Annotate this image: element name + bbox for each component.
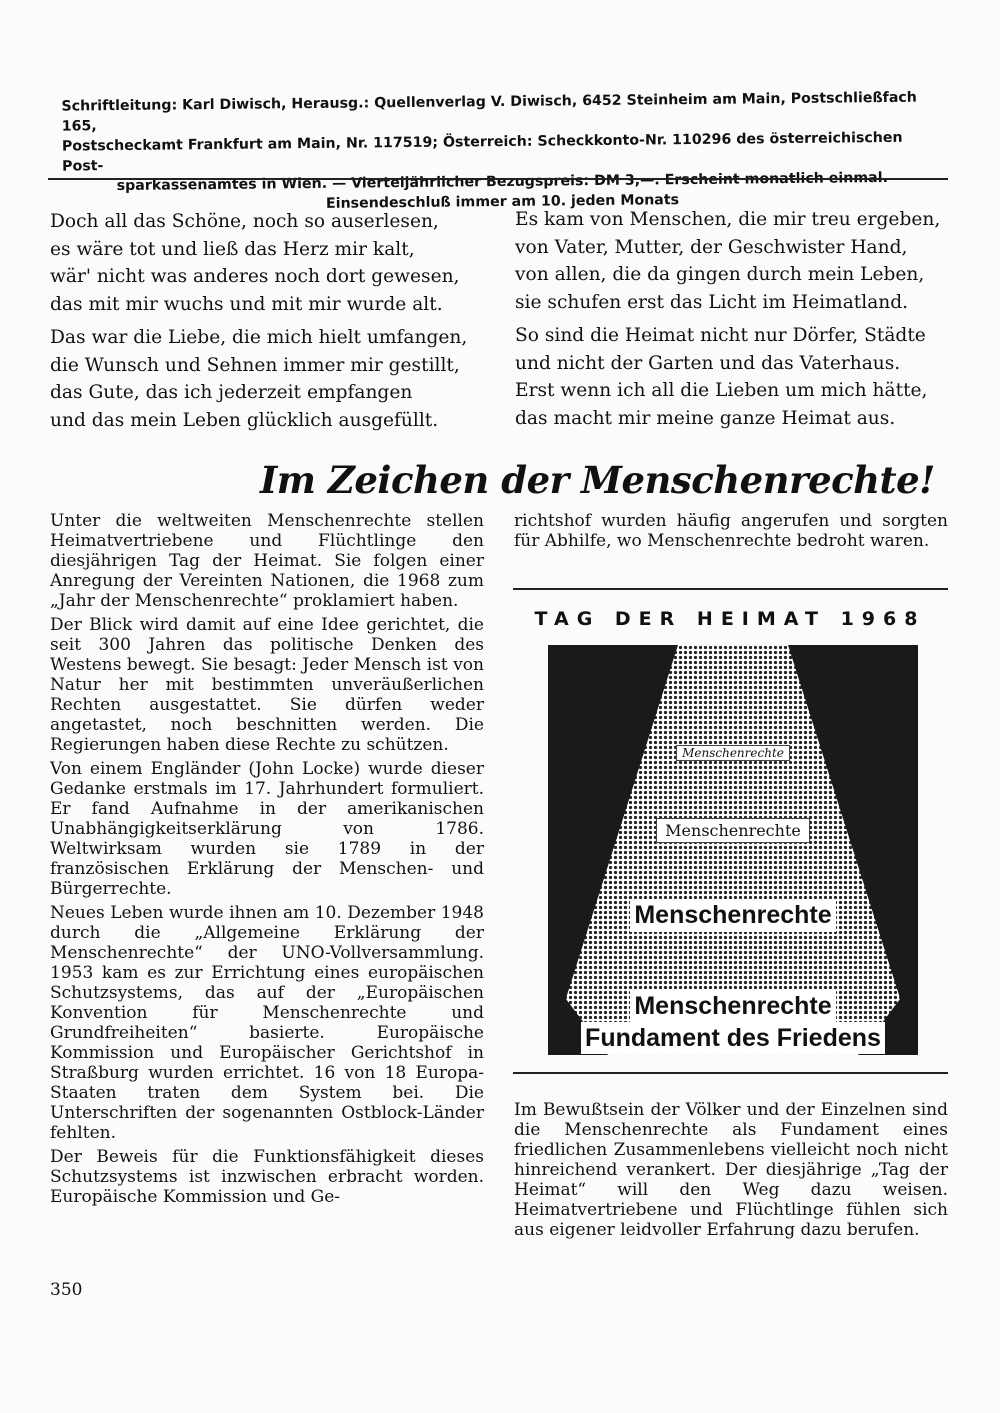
poster-top-rule bbox=[513, 588, 948, 590]
masthead-line-3: sparkassenamtes in Wien. — Vierteljährlicher Bezugspreis: DM 3,—. Erscheint monatlich einmal. bbox=[116, 169, 889, 195]
article-paragraph: Der Beweis für die Funktionsfähigkeit dieses Schutzsystems ist inzwischen erbracht worden. Europäische Kommission und Ge- bbox=[50, 1147, 484, 1207]
poem-line: wär' nicht was anderes noch dort gewesen, bbox=[50, 266, 460, 287]
poem-line: das mit mir wuchs und mit mir wurde alt. bbox=[50, 293, 443, 315]
poem-line: Erst wenn ich all die Lieben um mich hätte, bbox=[515, 380, 928, 401]
article-paragraph: Im Bewußtsein der Völker und der Einzelnen sind die Menschenrechte als Fundament eines friedlichen Zusammenlebens vielleicht noch nicht hinreichend verankert. Der diesjährige „Tag der Heimat“ will den Weg dazu weisen. Heimatvertriebene und Flüchtlinge fühlen sich aus eigener leidvoller Erfahrung dazu berufen. bbox=[514, 1100, 948, 1240]
poem-line: das Gute, das ich jederzeit empfangen bbox=[50, 382, 413, 403]
masthead-line-2: Postscheckamt Frankfurt am Main, Nr. 117519; Österreich: Scheckkonto-Nr. 110296 des österreichischen Post- bbox=[61, 129, 903, 175]
poem-stanza bbox=[50, 324, 500, 434]
poster-text-bold: Menschenrechte bbox=[548, 899, 918, 932]
poem-line: sie schufen erst das Licht im Heimatland. bbox=[515, 291, 909, 313]
poem-right-column bbox=[515, 206, 965, 438]
article-headline: Im Zeichen der Menschenrechte! bbox=[260, 458, 935, 502]
poem-line: Das war die Liebe, die mich hielt umfangen, bbox=[50, 327, 468, 348]
article-right-top bbox=[514, 511, 948, 555]
article-paragraph: Unter die weltweiten Menschenrechte stellen Heimatvertriebene und Flüchtlinge den diesjährigen Tag der Heimat. Sie folgen einer Anregung der Vereinten Nationen, die 1968 zum „Jahr der Menschenrechte“ proklamiert haben. bbox=[50, 511, 484, 611]
poem-line: das macht mir meine ganze Heimat aus. bbox=[515, 407, 896, 429]
article-paragraph: Von einem Engländer (John Locke) wurde dieser Gedanke erstmals im 17. Jahrhundert formuliert. Er fand Aufnahme in der amerikanischen Unabhängigkeitserklärung von 1786. Weltwirksam wurden sie 1789 in der französischen Erklärung der Menschen- und Bürgerrechte. bbox=[50, 759, 484, 899]
page-number: 350 bbox=[50, 1280, 83, 1300]
poster-title: TAG DER HEIMAT 1968 bbox=[534, 608, 926, 630]
article-right-bottom bbox=[514, 1100, 948, 1244]
article-paragraph: richtshof wurden häufig angerufen und sorgten für Abhilfe, wo Menschenrechte bedroht waren. bbox=[514, 511, 948, 551]
poem-stanza bbox=[515, 206, 965, 316]
masthead-line-1: Schriftleitung: Karl Diwisch, Herausg.: Quellenverlag V. Diwisch, 6452 Steinheim am Main, Postschließfach 165, bbox=[61, 89, 917, 135]
poster-text-script: Menschenrechte bbox=[548, 745, 918, 761]
poem-line: Doch all das Schöne, noch so auserlesen, bbox=[50, 211, 439, 232]
poster-bottom-rule bbox=[513, 1072, 948, 1074]
poem-line: es wäre tot und ließ das Herz mir kalt, bbox=[50, 238, 415, 260]
article-left-column bbox=[50, 511, 484, 1211]
poem-left-column bbox=[50, 208, 500, 440]
poem-line: So sind die Heimat nicht nur Dörfer, Städte bbox=[515, 325, 926, 346]
poem-stanza bbox=[515, 322, 965, 432]
masthead-line-4: Einsendeschluß immer am 10. jeden Monats bbox=[325, 192, 680, 212]
poem-line: Es kam von Menschen, die mir treu ergeben, bbox=[515, 209, 941, 230]
poster-text-slogan: Menschenrechte Fundament des Friedens bbox=[548, 990, 918, 1054]
masthead bbox=[61, 87, 942, 216]
poem-stanza bbox=[50, 208, 500, 318]
article-paragraph: Der Blick wird damit auf eine Idee gerichtet, die seit 300 Jahren das politische Denken des Westens bewegt. Sie besagt: Jeder Mensch ist von Natur her mit bestimmten unveräußerlichen Rechten ausgestattet. Sie dürfen weder angetastet, noch beschnitten werden. Die Regierungen haben diese Rechte zu schützen. bbox=[50, 615, 484, 755]
poem-line: von allen, die da gingen durch mein Leben, bbox=[515, 264, 925, 285]
poem-line: die Wunsch und Sehnen immer mir gestillt, bbox=[50, 354, 460, 376]
masthead-rule bbox=[48, 178, 948, 180]
poem-line: und das mein Leben glücklich ausgefüllt. bbox=[50, 409, 439, 431]
article-paragraph: Neues Leben wurde ihnen am 10. Dezember 1948 durch die „Allgemeine Erklärung der Menschenrechte“ der UNO-Vollversammlung. 1953 kam es zur Errichtung eines europäischen Schutzsystems, das auf der „Europäischen Konvention für Menschenrechte und Grundfreiheiten“ basierte. Europäische Kommission und Europäischer Gerichtshof in Straßburg wurden errichtet. 16 von 18 Europa-Staaten traten dem System bei. Die Unterschriften der sogenannten Ostblock-Länder fehlten. bbox=[50, 903, 484, 1143]
poster-text-boxed: Menschenrechte bbox=[548, 818, 918, 843]
poem-line: von Vater, Mutter, der Geschwister Hand, bbox=[515, 236, 908, 258]
poster-image bbox=[548, 645, 918, 1055]
poem-line: und nicht der Garten und das Vaterhaus. bbox=[515, 352, 901, 374]
